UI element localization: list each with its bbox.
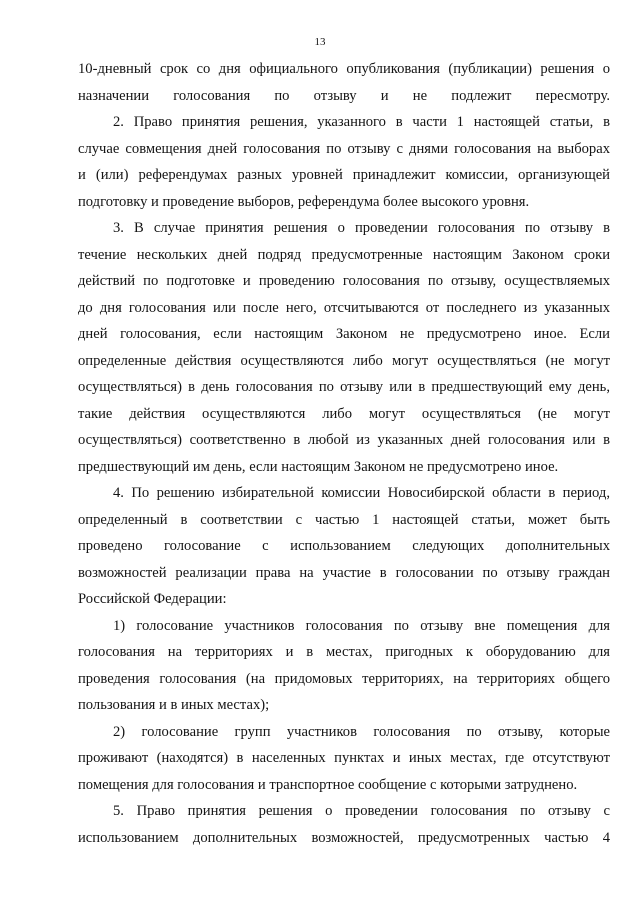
text-line: дней голосования, если настоящим Законом не предусмотрено иное. Если [78, 326, 610, 342]
text-line: и (или) референдумах разных уровней принадлежит комиссии, организующей [78, 167, 610, 183]
paragraph-p0 [78, 56, 610, 109]
text-line: 5. Право принятия решения о проведении голосования по отзыву с [113, 803, 610, 819]
paragraph-p2 [78, 109, 610, 215]
text-line: проведено голосование с использованием следующих дополнительных [78, 538, 610, 554]
text-line: использованием дополнительных возможностей, предусмотренных частью 4 [78, 829, 610, 846]
paragraph-p4-2 [78, 719, 610, 799]
text-line: 2) голосование групп участников голосования по отзыву, которые [113, 723, 610, 740]
text-line: Российской Федерации: [78, 591, 227, 607]
paragraph-p3 [78, 215, 610, 480]
text-line: осуществляться) соответственно в любой из указанных дней голосования или в [78, 432, 610, 448]
text-line: определенные действия осуществляются либо могут осуществляться (не могут [78, 352, 610, 369]
text-line: возможностей реализации права на участие в голосовании по отзыву граждан [78, 564, 610, 581]
text-line: 1) голосование участников голосования по отзыву вне помещения для [113, 617, 610, 634]
text-line: определенный в соответствии с частью 1 настоящей статьи, может быть [78, 511, 610, 528]
text-line: такие действия осуществляются либо могут осуществляться (не могут [78, 405, 610, 422]
paragraph-p4 [78, 480, 610, 613]
text-line: 4. По решению избирательной комиссии Новосибирской области в период, [113, 485, 610, 501]
text-line: назначении голосования по отзыву и не подлежит пересмотру. [78, 87, 610, 104]
text-line: действий по подготовке и проведению голосования по отзыву, осуществляемых [78, 273, 610, 289]
paragraph-p4-1 [78, 613, 610, 719]
text-line: до дня голосования или после него, отсчитываются от последнего из указанных [78, 299, 610, 316]
paragraph-p5 [78, 798, 610, 851]
text-line: случае совмещения дней голосования по отзыву с днями голосования на выборах [78, 140, 610, 157]
text-line: помещения для голосования и транспортное сообщение с которыми затруднено. [78, 776, 578, 793]
text-line: 10-дневный срок со дня официального опубликования (публикации) решения о [78, 61, 610, 77]
text-line: проведения голосования (на придомовых территориях, на территориях общего [78, 670, 610, 687]
text-line: предшествующий им день, если настоящим Законом не предусмотрено иное. [78, 458, 559, 475]
text-line: проживают (находятся) в населенных пунктах и иных местах, где отсутствуют [78, 750, 610, 766]
text-line: 3. В случае принятия решения о проведении голосования по отзыву в [113, 220, 610, 236]
document-body [78, 56, 610, 851]
text-line: голосования на территориях и в местах, пригодных к оборудованию для [78, 644, 610, 660]
text-line: осуществляться) в день голосования по отзыву или в предшествующий ему день, [78, 379, 610, 395]
text-line: 2. Право принятия решения, указанного в части 1 настоящей статьи, в [113, 114, 610, 130]
text-line: течение нескольких дней подряд предусмотренные настоящим Законом сроки [78, 246, 610, 263]
page-number: 13 [314, 36, 326, 48]
text-line: пользования и в иных местах); [78, 697, 270, 713]
text-line: подготовку и проведение выборов, референдума более высокого уровня. [78, 193, 530, 210]
